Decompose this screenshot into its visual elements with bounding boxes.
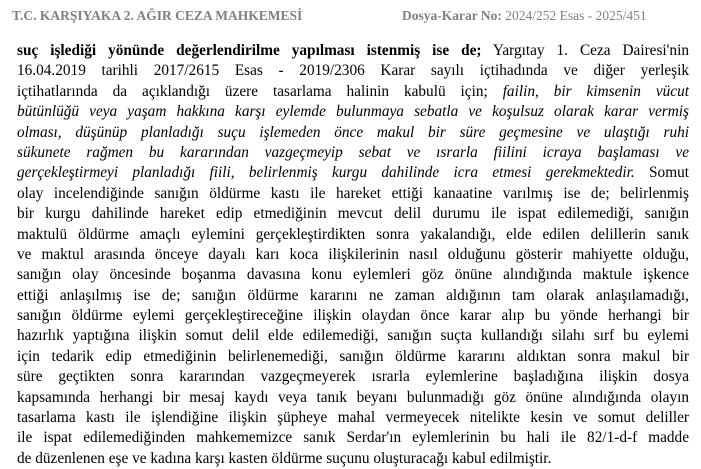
text-segment: kapsamında herhangi bir mesaj kaydı veya tanık beyanı bulunmadığı göz önüne alındığında olayın [17, 388, 689, 406]
text-segment: maktulü öldürme amaçlı eylemini gerçekleştirdikten sonra yakalandığı, elde edilen delillerin sanık [17, 225, 689, 243]
text-line [17, 82, 689, 102]
text-segment: 16.04.2019 tarihli 2017/2615 Esas - 2019/2306 Karar sayılı içtihadında ve diğer yerleşik [17, 62, 689, 80]
text-segment: hazırlık yaptığına ilişkin somut delil elde edilemediği, sanığın suçta kullandığı silahı sırf bu eylemi [17, 327, 689, 345]
text-segment: olay incelendiğinde sanığın öldürme kastı ile hareket ettiği kanaatine varılmış ise de; belirlenmiş [17, 184, 689, 202]
text-line [17, 449, 689, 469]
court-name: T.C. KARŞIYAKA 2. AĞIR CEZA MAHKEMESİ [12, 8, 303, 23]
text-line [17, 41, 689, 61]
case-number [402, 8, 647, 24]
text-segment: sükunete rağmen bu kararından vazgeçmeyip sebat ve ısrarla fiilini icraya başlaması ve [17, 143, 689, 161]
case-number-label: Dosya-Karar No: [402, 8, 502, 23]
text-line [17, 265, 689, 285]
text-segment: gerçekleştirmeyi planladığı fiili, belirlenmiş kurgu dahilinde icra etmesi gerekmektedir. [17, 164, 635, 182]
text-segment: ile ispat edilemediğinden mahkememizce sanık Serdar'ın eylemlerinin bu hali ile 82/1-d-f madde [17, 429, 689, 447]
text-segment: olması, düşünüp planladığı suçu işlemeden önce makul bir süre geçmesine ve ulaştığı ruhi [17, 123, 689, 141]
text-line [17, 326, 689, 346]
text-segment: Yargıtay 1. Ceza Dairesi'nin [481, 42, 689, 59]
text-line [17, 245, 689, 265]
text-segment: de düzenlenen eşe ve kadına karşı kasten öldürme suçunu oluşturacağı kabul edilmiştir. [17, 449, 552, 467]
text-segment: tasarlama kastı ile işlendiğine ilişkin şüpheye mahal vermeyecek nitelikte kesin ve somut deliller [17, 409, 689, 427]
text-line [17, 225, 689, 245]
text-segment: ettiği anlaşılmış ise de; sanığın öldürme kararını ne zaman aldığının tam olarak anlaşılamadığı, [17, 286, 689, 304]
text-segment: süre geçtikten sonra kararından vazgeçmeyerek ısrarla eylemlerine başladığına ilişkin dosya [17, 368, 689, 386]
text-segment: suç işlediği yönünde değerlendirilme yapılması istenmiş ise de; [17, 42, 482, 59]
text-segment: için tedarik edip etmediğinin belirlenemediği, sanığın öldürme kararını aldıktan sonra makul bir [17, 347, 689, 365]
text-line [17, 184, 689, 204]
text-segment: bütünlüğü veya yaşam hakkına karşı eylemde bulunmaya sebatla ve koşulsuz olarak karar vermiş [17, 103, 689, 121]
text-segment: bir kurgu dahilinde hareket edip etmediğinin mevcut delil durumu ile ispat edilemediği, sanığın [17, 205, 689, 223]
text-line [17, 204, 689, 224]
case-number-value: 2024/252 Esas - 2025/451 [505, 8, 647, 23]
page-header [12, 8, 692, 26]
text-line [17, 388, 689, 408]
text-segment: failin, bir kimsenin vücut [502, 82, 689, 100]
text-line [17, 428, 689, 448]
text-line [17, 143, 689, 163]
text-segment: Somut [634, 164, 689, 182]
text-line [17, 61, 689, 81]
text-line [17, 408, 689, 428]
text-line [17, 102, 689, 122]
text-segment: sanığın öldürme eylemi gerçekleştireceğine ilişkin olaydan önce karar alıp bu yönde herhangi bir [17, 307, 689, 325]
text-segment: ve maktul arasında önceye dayalı karı koca ilişkilerinin nasıl olduğunu gösterir mahiyette olduğu, [17, 245, 689, 263]
text-line [17, 306, 689, 326]
document-body [17, 41, 689, 469]
text-line [17, 163, 689, 183]
text-line [17, 123, 689, 143]
text-line [17, 286, 689, 306]
text-line [17, 347, 689, 367]
text-line [17, 367, 689, 387]
text-segment: içtihatlarında da açıklandığı üzere tasarlama halinin kabulü için; [17, 82, 503, 100]
text-segment: sanığın olay öncesinde boşanma davasına konu eylemleri göz önüne alındığında maktule işkence [17, 266, 689, 284]
